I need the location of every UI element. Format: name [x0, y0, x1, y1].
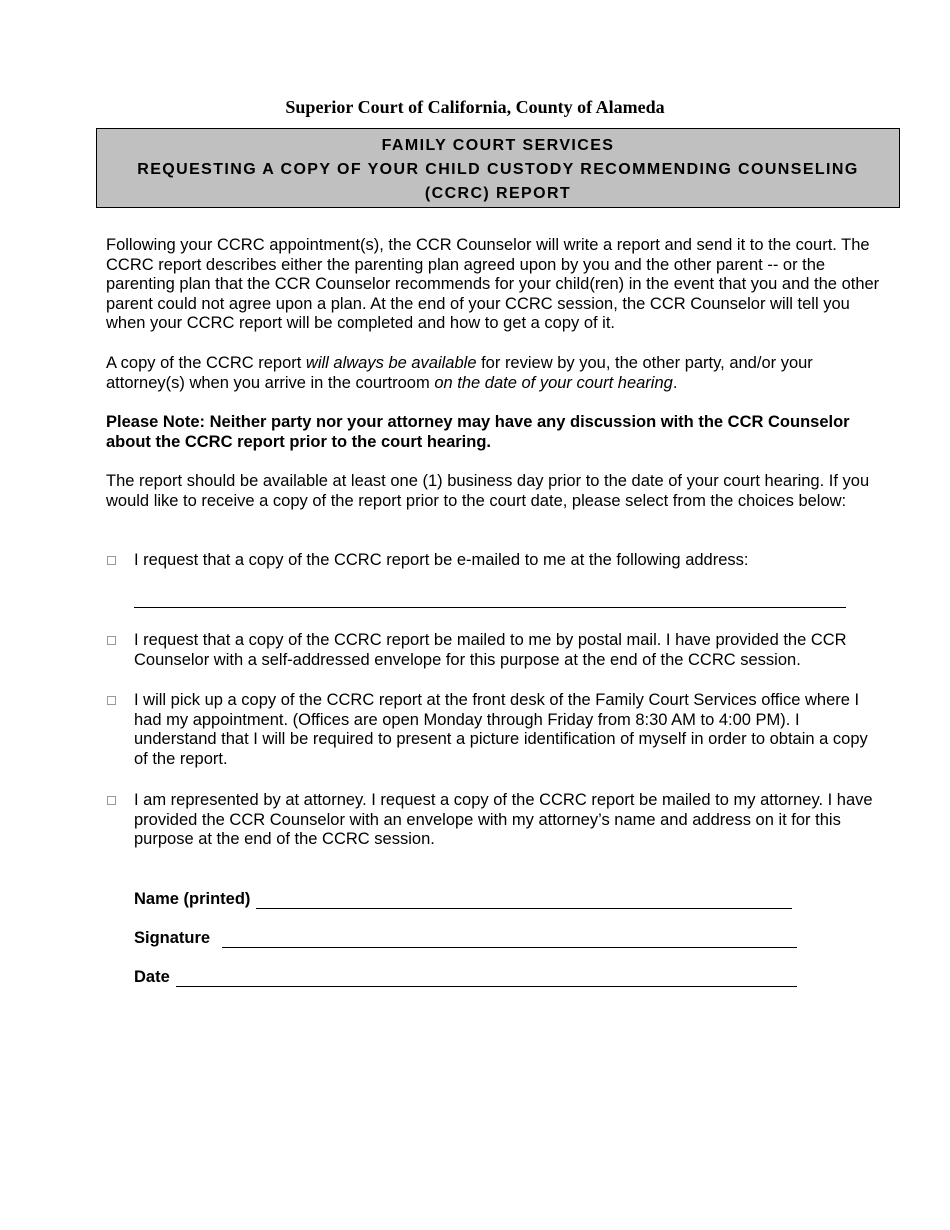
- email-address-field[interactable]: [134, 607, 846, 608]
- availability-text-c: for review by you, the other party, and/or your attorney(s) when you arrive in the courtroom: [106, 354, 813, 392]
- intro-paragraph: Following your CCRC appointment(s), the CCR Counselor will write a report and send it to the court. The CCRC report describes either the parenting plan agreed upon by you and the other parent -- or the parenting plan that the CCR Counselor recommends for your child(ren) in the event that you and the other parent could not agree upon a plan. At the end of your CCRC session, the CCR Counselor will tell you when your CCRC report will be completed and how to get a copy of it.: [106, 236, 880, 333]
- title-banner: [96, 128, 900, 208]
- option-postal: [106, 631, 886, 670]
- signature-row: [134, 928, 797, 948]
- option-pickup: [106, 691, 886, 769]
- date-label: Date: [134, 968, 170, 986]
- availability-text-e: .: [672, 373, 678, 392]
- name-row: [134, 889, 792, 909]
- attorney-checkbox[interactable]: [107, 796, 116, 805]
- banner-line-2: REQUESTING A COPY OF YOUR CHILD CUSTODY RECOMMENDING COUNSELING: [137, 161, 859, 178]
- court-name: Superior Court of California, County of Alameda: [285, 97, 665, 117]
- availability-text-a: A copy of the CCRC report: [106, 354, 306, 372]
- instructions-paragraph: The report should be available at least one (1) business day prior to the date of your court hearing. If you would like to receive a copy of the report prior to the court date, please select from the choices below:: [106, 472, 870, 510]
- option-email: [106, 551, 886, 571]
- availability-paragraph: [106, 354, 886, 393]
- please-note: Please Note: Neither party nor your attorney may have any discussion with the CCR Counselor about the CCRC report prior to the court hearing.: [106, 413, 850, 451]
- email-checkbox[interactable]: [107, 556, 116, 565]
- availability-emphasis-1: will always be available: [305, 354, 477, 372]
- signature-field[interactable]: [222, 931, 797, 948]
- banner-line-3: (CCRC) REPORT: [424, 185, 572, 202]
- option-attorney: [106, 791, 886, 850]
- date-row: [134, 967, 797, 987]
- option-attorney-text: I am represented by at attorney. I request a copy of the CCRC report be mailed to my attorney. I have provided the CCR Counselor with an envelope with my attorney’s name and address on it for this purpose at the end of the CCRC session.: [134, 791, 873, 849]
- name-label: Name (printed): [134, 890, 251, 908]
- date-field[interactable]: [176, 970, 797, 987]
- postal-checkbox[interactable]: [107, 636, 116, 645]
- signature-label: Signature: [134, 929, 211, 947]
- pickup-checkbox[interactable]: [107, 696, 116, 705]
- option-pickup-text: I will pick up a copy of the CCRC report at the front desk of the Family Court Services office where I had my appointment. (Offices are open Monday through Friday from 8:30 AM to 4:00 PM). I understand that I will be required to present a picture identification of myself in order to obtain a copy of the report.: [134, 691, 868, 768]
- availability-emphasis-2: on the date of your court hearing: [434, 373, 673, 392]
- option-postal-text: I request that a copy of the CCRC report be mailed to me by postal mail. I have provided the CCR Counselor with a self-addressed envelope for this purpose at the end of the CCRC session.: [134, 631, 847, 669]
- option-email-text: I request that a copy of the CCRC report be e-mailed to me at the following address:: [134, 551, 749, 569]
- banner-line-1: FAMILY COURT SERVICES: [381, 137, 615, 154]
- name-field[interactable]: [256, 892, 792, 909]
